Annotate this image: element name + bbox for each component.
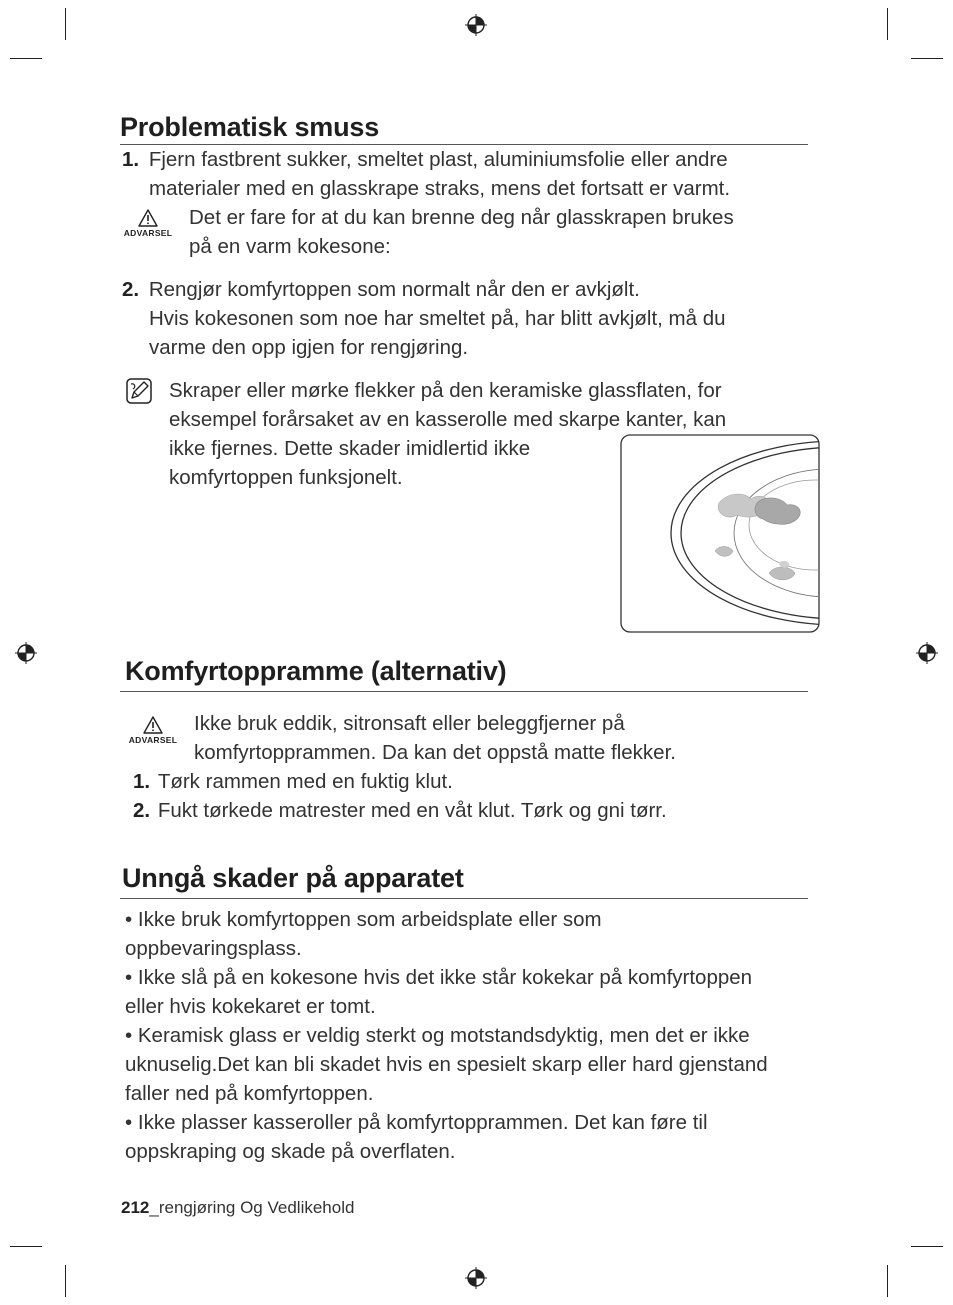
warning-text-line-2: på en varm kokesone: <box>189 235 391 258</box>
crop-mark-top-left-h <box>10 58 42 59</box>
warning-text-line-2: komfyrtopprammen. Da kan det oppstå matte flekker. <box>194 741 676 764</box>
step-2 <box>122 275 640 304</box>
warning-text-line-1: Det er fare for at du kan brenne deg når glasskrapen brukes <box>189 206 734 229</box>
warning-label: ADVARSEL <box>128 735 178 745</box>
step-1-continuation: materialer med en glasskrape straks, mens det fortsatt er varmt. <box>149 177 731 200</box>
note-icon <box>126 378 152 404</box>
registration-mark-top-icon <box>465 14 487 36</box>
step-text: Fjern fastbrent sukker, smeltet plast, aluminiumsfolie eller andre <box>148 148 728 171</box>
step-text: Rengjør komfyrtoppen som normalt når den er avkjølt. <box>148 278 640 301</box>
footer-section-name: _rengjøring Og Vedlikehold <box>149 1198 355 1217</box>
note-text-line-2: eksempel forårsaket av en kasserolle med skarpe kanter, kan <box>169 408 727 431</box>
step-text: Fukt tørkede matrester med en våt klut. Tørk og gni tørr. <box>157 799 667 822</box>
step-number: 2. <box>122 278 140 301</box>
warning-block <box>125 716 181 745</box>
page-footer <box>121 1198 354 1218</box>
section-title-problematisk-smuss: Problematisk smuss <box>120 112 380 142</box>
bullet-line: • Ikke slå på en kokesone hvis det ikke står kokekar på komfyrtoppen <box>125 966 753 989</box>
bullet-line: oppskraping og skade på overflaten. <box>125 1140 456 1163</box>
note-text-line-3: ikke fjernes. Dette skader imidlertid ikke <box>169 437 531 460</box>
registration-mark-bottom-icon <box>465 1267 487 1289</box>
note-text-line-4: komfyrtoppen funksjonelt. <box>169 466 403 489</box>
step-text: Tørk rammen med en fuktig klut. <box>157 770 453 793</box>
step-1 <box>133 767 453 796</box>
warning-label: ADVARSEL <box>123 228 173 238</box>
crop-mark-top-right-h <box>911 58 943 59</box>
crop-mark-top-right-v <box>887 8 888 40</box>
section-title-komfyrtoppramme: Komfyrtoppramme (alternativ) <box>125 656 507 686</box>
bullet-line: oppbevaringsplass. <box>125 937 302 960</box>
section-rule <box>120 691 808 692</box>
section-title-unnga-skader: Unngå skader på apparatet <box>122 863 464 893</box>
step-1 <box>122 145 728 174</box>
step-2-continuation-1: Hvis kokesonen som noe har smeltet på, har blitt avkjølt, må du <box>149 307 726 330</box>
step-2 <box>133 796 667 825</box>
cooktop-scratch-illustration <box>619 433 821 635</box>
crop-mark-bottom-left-v <box>65 1265 66 1297</box>
bullet-line: • Keramisk glass er veldig sterkt og motstandsdyktig, men det er ikke <box>125 1024 750 1047</box>
note-text-line-1: Skraper eller mørke flekker på den keramiske glassflaten, for <box>169 379 722 402</box>
step-number: 1. <box>133 770 151 793</box>
crop-mark-top-left-v <box>65 8 66 40</box>
crop-mark-bottom-left-h <box>10 1246 42 1247</box>
bullet-line: uknuselig.Det kan bli skadet hvis en spesielt skarp eller hard gjenstand <box>125 1053 768 1076</box>
warning-text-line-1: Ikke bruk eddik, sitronsaft eller beleggfjerner på <box>194 712 625 735</box>
step-number: 1. <box>122 148 140 171</box>
crop-mark-bottom-right-h <box>911 1246 943 1247</box>
section-rule <box>120 898 808 899</box>
bullet-line: • Ikke bruk komfyrtoppen som arbeidsplate eller som <box>125 908 602 931</box>
crop-mark-bottom-right-v <box>887 1265 888 1297</box>
step-number: 2. <box>133 799 151 822</box>
bullet-line: • Ikke plasser kasseroller på komfyrtopprammen. Det kan føre til <box>125 1111 708 1134</box>
warning-block <box>120 209 176 238</box>
page-number: 212 <box>121 1198 150 1217</box>
bullet-line: faller ned på komfyrtoppen. <box>125 1082 374 1105</box>
warning-triangle-icon <box>143 716 163 734</box>
registration-mark-left-icon <box>15 642 37 664</box>
registration-mark-right-icon <box>916 642 938 664</box>
step-2-continuation-2: varme den opp igjen for rengjøring. <box>149 336 469 359</box>
bullet-line: eller hvis kokekaret er tomt. <box>125 995 376 1018</box>
warning-triangle-icon <box>138 209 158 227</box>
